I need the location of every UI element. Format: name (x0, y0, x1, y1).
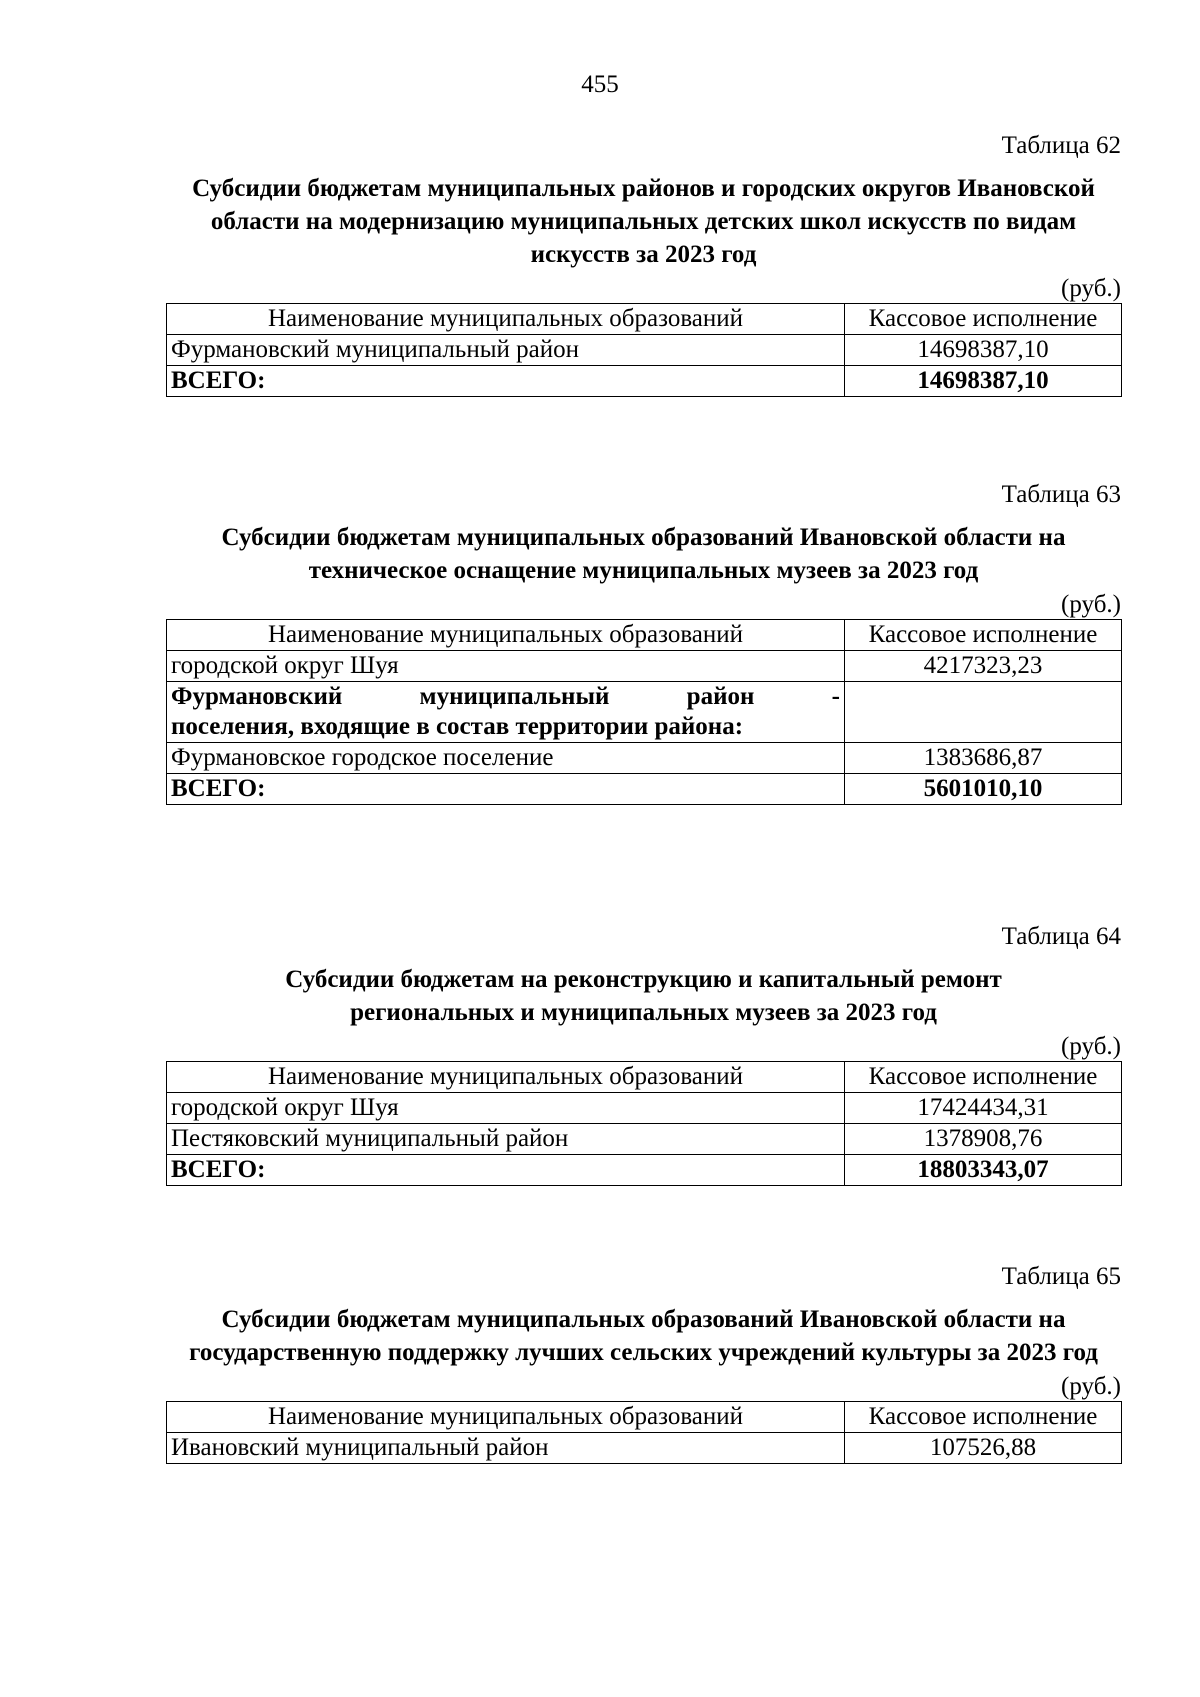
group-value-empty (845, 682, 1122, 743)
table-row (167, 1433, 1122, 1464)
table-title: Субсидии бюджетам муниципальных образований Ивановской области на техническое оснащение муниципальных музеев за 2023 год (221, 524, 1066, 584)
table-62-section (166, 131, 1121, 397)
row-value: 4217323,23 (845, 651, 1122, 682)
units-label: (руб.) (1061, 1373, 1121, 1400)
group-label-line: поселения, входящие в состав территории района: (171, 713, 744, 740)
units-label: (руб.) (1061, 1033, 1121, 1060)
row-value: 17424434,31 (845, 1093, 1122, 1124)
group-label-line: Фурмановский муниципальный район - (171, 683, 840, 710)
page-number: 455 (581, 71, 619, 98)
row-name: городской округ Шуя (167, 651, 845, 682)
table-65-section (166, 1262, 1121, 1464)
column-header-value: Кассовое исполнение (845, 1402, 1122, 1433)
data-table (166, 1401, 1122, 1464)
total-value: 14698387,10 (845, 366, 1122, 397)
table-label: Таблица 62 (1001, 132, 1121, 159)
data-table (166, 619, 1122, 805)
data-table (166, 1061, 1122, 1186)
total-row (167, 366, 1122, 397)
table-row (167, 335, 1122, 366)
row-name: городской округ Шуя (167, 1093, 845, 1124)
column-header-name: Наименование муниципальных образований (167, 1402, 845, 1433)
row-value: 14698387,10 (845, 335, 1122, 366)
total-label: ВСЕГО: (167, 774, 845, 805)
row-name: Фурмановское городское поселение (167, 743, 845, 774)
table-label: Таблица 64 (1001, 923, 1121, 950)
table-label: Таблица 63 (1001, 481, 1121, 508)
data-table (166, 303, 1122, 397)
column-header-value: Кассовое исполнение (845, 1062, 1122, 1093)
row-value: 107526,88 (845, 1433, 1122, 1464)
table-header-row (167, 1062, 1122, 1093)
column-header-name: Наименование муниципальных образований (167, 1062, 845, 1093)
table-title: Субсидии бюджетам муниципальных районов и городских округов Ивановской области на модернизацию муниципальных детских школ искусств по видам искусств за 2023 год (192, 175, 1095, 268)
column-header-value: Кассовое исполнение (845, 620, 1122, 651)
table-64-section (166, 922, 1121, 1186)
total-row (167, 1155, 1122, 1186)
table-header-row (167, 1402, 1122, 1433)
table-row (167, 651, 1122, 682)
total-row (167, 774, 1122, 805)
table-header-row (167, 304, 1122, 335)
group-header-row (167, 682, 1122, 743)
table-header-row (167, 620, 1122, 651)
total-value: 5601010,10 (845, 774, 1122, 805)
row-value: 1378908,76 (845, 1124, 1122, 1155)
units-label: (руб.) (1061, 591, 1121, 618)
row-name: Ивановский муниципальный район (167, 1433, 845, 1464)
table-title: Субсидии бюджетам муниципальных образований Ивановской области на государственную поддержку лучших сельских учреждений культуры за 2023 год (189, 1306, 1098, 1366)
table-row (167, 1124, 1122, 1155)
table-63-section (166, 480, 1121, 805)
total-label: ВСЕГО: (167, 366, 845, 397)
table-row (167, 1093, 1122, 1124)
table-label: Таблица 65 (1001, 1263, 1121, 1290)
units-label: (руб.) (1061, 275, 1121, 302)
column-header-name: Наименование муниципальных образований (167, 304, 845, 335)
row-value: 1383686,87 (845, 743, 1122, 774)
table-title: Субсидии бюджетам на реконструкцию и капитальный ремонт региональных и муниципальных музеев за 2023 год (285, 966, 1002, 1026)
row-name: Пестяковский муниципальный район (167, 1124, 845, 1155)
row-name: Фурмановский муниципальный район (167, 335, 845, 366)
total-label: ВСЕГО: (167, 1155, 845, 1186)
total-value: 18803343,07 (845, 1155, 1122, 1186)
column-header-name: Наименование муниципальных образований (167, 620, 845, 651)
column-header-value: Кассовое исполнение (845, 304, 1122, 335)
group-label (167, 682, 845, 743)
table-row (167, 743, 1122, 774)
